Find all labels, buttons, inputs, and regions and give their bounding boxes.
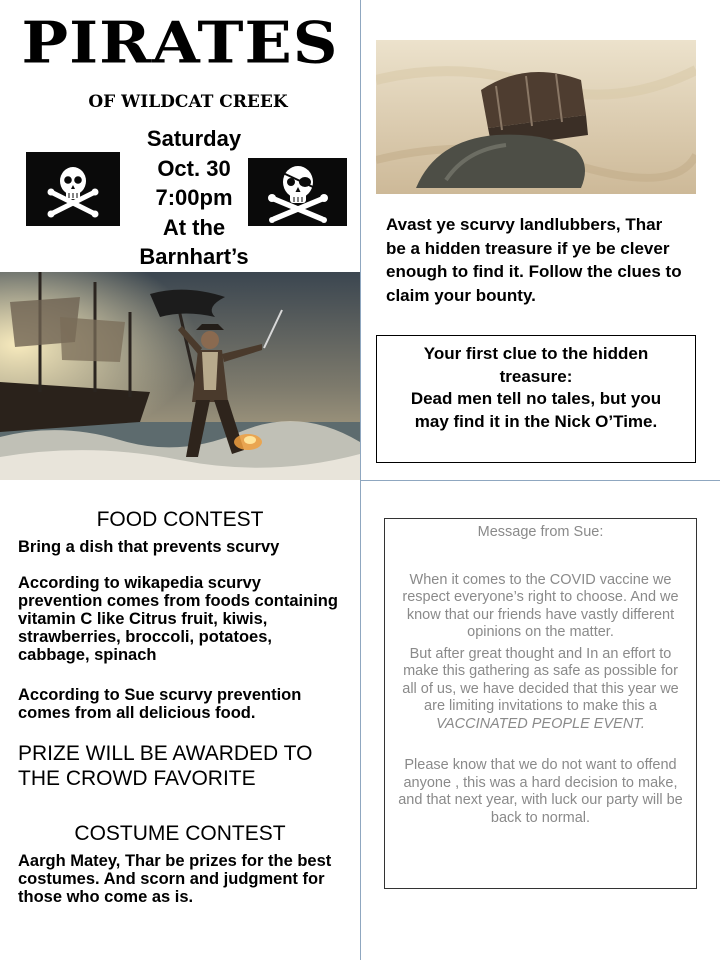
intro-text: Avast ye scurvy landlubbers, Thar be a hidden treasure if ye be clever enough to find it. Follow the clues to claim your bounty. [386, 215, 682, 305]
pirate-flag-right [248, 158, 347, 226]
clue-text: Dead men tell no tales, but you may find it in the Nick O’Time. [410, 389, 662, 431]
food-contest-para2: According to Sue scurvy prevention comes from all delicious food. [18, 686, 302, 722]
prize-notice: PRIZE WILL BE AWARDED TO THE CROWD FAVORITE [18, 742, 313, 790]
clue-box [376, 335, 696, 463]
food-contest-para1: According to wikapedia scurvy prevention comes from foods containing vitamin C like Citrus fruit, kiwis, strawberries, broccoli, potatoes, cabbage, spinach [18, 574, 338, 664]
event-time: 7:00pm [155, 185, 233, 210]
message-para2-emphasis: VACCINATED PEOPLE EVENT. [436, 715, 645, 732]
food-contest-heading: FOOD CONTEST [96, 508, 264, 531]
horizontal-divider [360, 480, 720, 481]
pirate-ship-image [0, 272, 360, 480]
message-para1: When it comes to the COVID vaccine we respect everyone’s right to choose. And we know that our friends have vastly different opinions on the matter. [402, 571, 679, 640]
flyer-title: PIRATES [21, 8, 339, 77]
food-contest-line1: Bring a dish that prevents scurvy [18, 538, 280, 556]
clue-heading: Your first clue to the hidden treasure: [423, 344, 649, 386]
event-details [120, 124, 268, 272]
message-heading: Message from Sue: [477, 524, 604, 540]
message-para2-text: But after great thought and In an effort to make this gathering as safe as possible for all of us, we have decided that this year we are limiting invitations to make this a [402, 645, 679, 714]
costume-contest-text: Aargh Matey, Thar be prizes for the best costumes. And scorn and judgment for those who come as is. [18, 852, 332, 906]
event-day: Saturday [146, 126, 242, 151]
skull-crossbones-icon [43, 159, 103, 219]
message-para2 [395, 646, 686, 734]
flyer-subtitle: OF WILDCAT CREEK [88, 92, 288, 112]
treasure-chest-image [376, 40, 696, 194]
event-date: Oct. 30 [157, 155, 231, 181]
pirate-flag-left [26, 152, 120, 226]
eyepatch-skull-crossbones-icon [266, 161, 330, 223]
costume-contest-heading: COSTUME CONTEST [74, 822, 286, 845]
event-location-prefix: At the [162, 214, 226, 240]
message-box [384, 518, 697, 889]
event-location: Barnhart’s [139, 244, 249, 269]
message-para3: Please know that we do not want to offend anyone , this was a hard decision to make, and that next year, with luck our party will be back to normal. [398, 757, 683, 826]
